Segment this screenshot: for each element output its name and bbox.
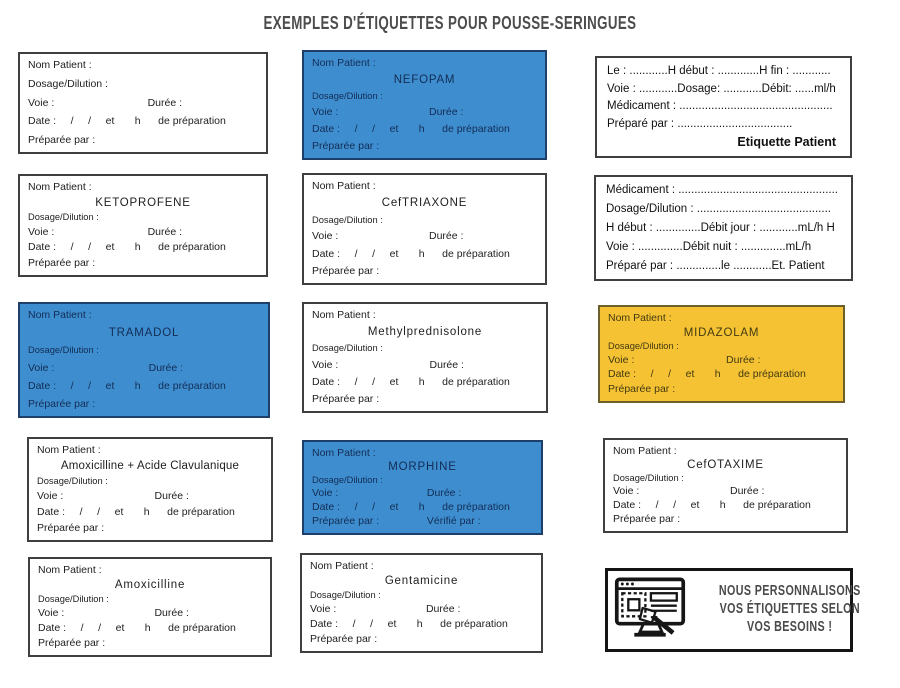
drug-name: Gentamicine	[384, 575, 459, 587]
label-ketoprofene	[18, 174, 268, 277]
preparee-par-label: Préparée par :	[312, 392, 380, 405]
label-etiquette-patient	[595, 56, 852, 158]
dosage-dilution-label: Dosage/Dilution :	[28, 212, 99, 223]
date-line: Date : / / et h de préparation	[28, 115, 226, 128]
dosage-dilution-label: Dosage/Dilution :	[38, 594, 109, 604]
sticker-line: Voie : ..............Débit nuit : ..............mL/h	[606, 241, 812, 253]
preparee-par-label: Préparée par :	[312, 140, 380, 152]
drug-name: CefTRIAXONE	[381, 197, 468, 210]
sticker-line: Le : ............H début : .............H fin : ............	[607, 65, 831, 77]
voie-label: Voie :	[312, 358, 339, 371]
dosage-dilution-label: Dosage/Dilution :	[312, 91, 383, 101]
date-line: Date : / / et h de préparation	[37, 506, 235, 518]
promo-line-2: VOS ÉTIQUETTES SELON	[719, 601, 860, 618]
date-line: Date : / / et h de préparation	[310, 618, 508, 630]
preparee-par-label: Préparée par :	[38, 637, 106, 649]
date-line: Date : / / et h de préparation	[312, 247, 510, 260]
monitor-label-designer-icon	[614, 576, 690, 645]
nom-patient-label: Nom Patient :	[608, 312, 672, 324]
label-nefopam	[302, 50, 547, 160]
label-cefotaxime	[603, 438, 848, 533]
duree-label: Durée :	[147, 225, 183, 238]
drug-name: TRAMADOL	[108, 327, 180, 340]
dosage-dilution-label: Dosage/Dilution :	[312, 475, 383, 485]
nom-patient-label: Nom Patient :	[28, 181, 92, 193]
label-amoxicilline	[28, 557, 272, 657]
drug-name: MORPHINE	[388, 461, 457, 473]
duree-label: Durée :	[154, 607, 189, 619]
label-methylprednisolone	[302, 302, 548, 413]
sticker-line: Voie : ............Dosage: ............Débit: ......ml/h	[607, 82, 836, 95]
dosage-dilution-label: Dosage/Dilution :	[613, 473, 684, 483]
preparee-par-label: Préparée par :	[28, 256, 96, 269]
sticker-line: Préparé par : ....................................	[607, 117, 793, 130]
preparee-par-label: Préparée par :	[608, 382, 676, 395]
duree-label: Durée :	[429, 106, 464, 118]
duree-label: Durée :	[154, 490, 189, 502]
drug-name: Amoxicilline + Acide Clavulanique	[60, 460, 240, 472]
drug-name: Methylprednisolone	[367, 326, 483, 339]
dosage-dilution-label: Dosage/Dilution :	[310, 590, 381, 600]
verifie-par-label: Vérifié par :	[426, 515, 481, 527]
sticker-line: H début : ..............Débit jour : ............mL/h H	[606, 222, 835, 234]
drug-name: NEFOPAM	[393, 74, 456, 86]
label-prescription	[594, 175, 853, 281]
label-midazolam	[598, 305, 845, 403]
date-line: Date : / / et h de préparation	[312, 123, 510, 135]
sticker-line: Préparé par : ..............le ............Et. Patient	[606, 260, 825, 272]
voie-label: Voie :	[28, 361, 55, 374]
preparee-par-label: Préparée par :	[312, 264, 380, 277]
sticker-line: Dosage/Dilution : ..........................................	[606, 203, 831, 215]
promo-text	[694, 583, 886, 636]
duree-label: Durée :	[730, 485, 765, 497]
dosage-dilution-label: Dosage/Dilution :	[312, 343, 383, 354]
dosage-dilution-label: Dosage/Dilution :	[608, 341, 679, 352]
voie-label: Voie :	[37, 490, 64, 502]
promo-line-1: NOUS PERSONNALISONS	[718, 583, 861, 600]
promo-line-3: VOS BESOINS !	[747, 618, 833, 635]
duree-label: Durée :	[429, 358, 464, 371]
label-amoxicilline-acide-clavulanique	[27, 437, 273, 542]
duree-label: Durée :	[426, 487, 462, 499]
drug-name: KETOPROFENE	[95, 196, 191, 209]
voie-label: Voie :	[38, 607, 65, 619]
promo-box	[605, 568, 861, 652]
drug-name: Amoxicilline	[114, 579, 186, 591]
label-morphine	[302, 440, 543, 535]
voie-label: Voie :	[28, 96, 55, 109]
nom-patient-label: Nom Patient :	[312, 447, 376, 459]
drug-name: CefOTAXIME	[687, 459, 764, 471]
date-line: Date : / / et h de préparation	[613, 499, 811, 511]
nom-patient-label: Nom Patient :	[37, 444, 101, 456]
duree-label: Durée :	[726, 353, 761, 366]
sticker-line: Médicament : ..................................................	[606, 184, 838, 196]
label-tramadol	[18, 302, 270, 418]
duree-label: Durée :	[425, 603, 461, 615]
date-line: Date : / / et h de préparation	[38, 622, 236, 634]
nom-patient-label: Nom Patient :	[38, 564, 102, 576]
date-line: Date : / / et h de préparation	[608, 368, 806, 381]
voie-label: Voie :	[608, 353, 635, 366]
voie-label: Voie :	[28, 225, 55, 238]
voie-label: Voie :	[312, 106, 339, 118]
dosage-dilution-label: Dosage/Dilution :	[37, 476, 108, 486]
nom-patient-label: Nom Patient :	[613, 445, 677, 457]
voie-label: Voie :	[613, 485, 640, 497]
nom-patient-label: Nom Patient :	[28, 309, 92, 321]
dosage-dilution-label: Dosage/Dilution :	[312, 214, 383, 225]
nom-patient-label: Nom Patient :	[312, 309, 376, 321]
label-gentamicine	[300, 553, 543, 653]
nom-patient-label: Nom Patient :	[312, 57, 376, 69]
preparee-par-label: Préparée par :	[37, 522, 105, 534]
duree-label: Durée :	[429, 230, 464, 243]
voie-label: Voie :	[312, 487, 339, 499]
preparee-par-label: Préparée par :	[312, 515, 380, 527]
drug-name: MIDAZOLAM	[683, 326, 760, 339]
preparee-par-label: Préparée par :	[310, 633, 378, 645]
nom-patient-label: Nom Patient :	[28, 59, 92, 71]
duree-label: Durée :	[148, 361, 184, 374]
sticker-footer: Etiquette Patient	[737, 135, 836, 149]
page-title	[0, 13, 900, 34]
dosage-dilution-label: Dosage/Dilution :	[28, 77, 108, 90]
preparee-par-label: Préparée par :	[28, 397, 96, 410]
nom-patient-label: Nom Patient :	[312, 180, 376, 192]
date-line: Date : / / et h de préparation	[28, 379, 226, 392]
sticker-line: Médicament : ................................................	[607, 100, 833, 112]
preparee-par-label: Préparée par :	[28, 134, 96, 146]
preparee-par-label: Préparée par :	[613, 513, 681, 525]
dosage-dilution-label: Dosage/Dilution :	[28, 345, 99, 356]
duree-label: Durée :	[147, 96, 183, 109]
label-ceftriaxone	[302, 173, 547, 285]
nom-patient-label: Nom Patient :	[310, 560, 374, 572]
voie-label: Voie :	[312, 230, 339, 243]
date-line: Date : / / et h de préparation	[312, 375, 510, 388]
date-line: Date : / / et h de préparation	[312, 501, 510, 513]
voie-label: Voie :	[310, 603, 337, 615]
label-blank	[18, 52, 268, 154]
page-title-text: EXEMPLES D'ÉTIQUETTES POUR POUSSE-SERINGUES	[263, 13, 637, 33]
date-line: Date : / / et h de préparation	[28, 241, 226, 254]
